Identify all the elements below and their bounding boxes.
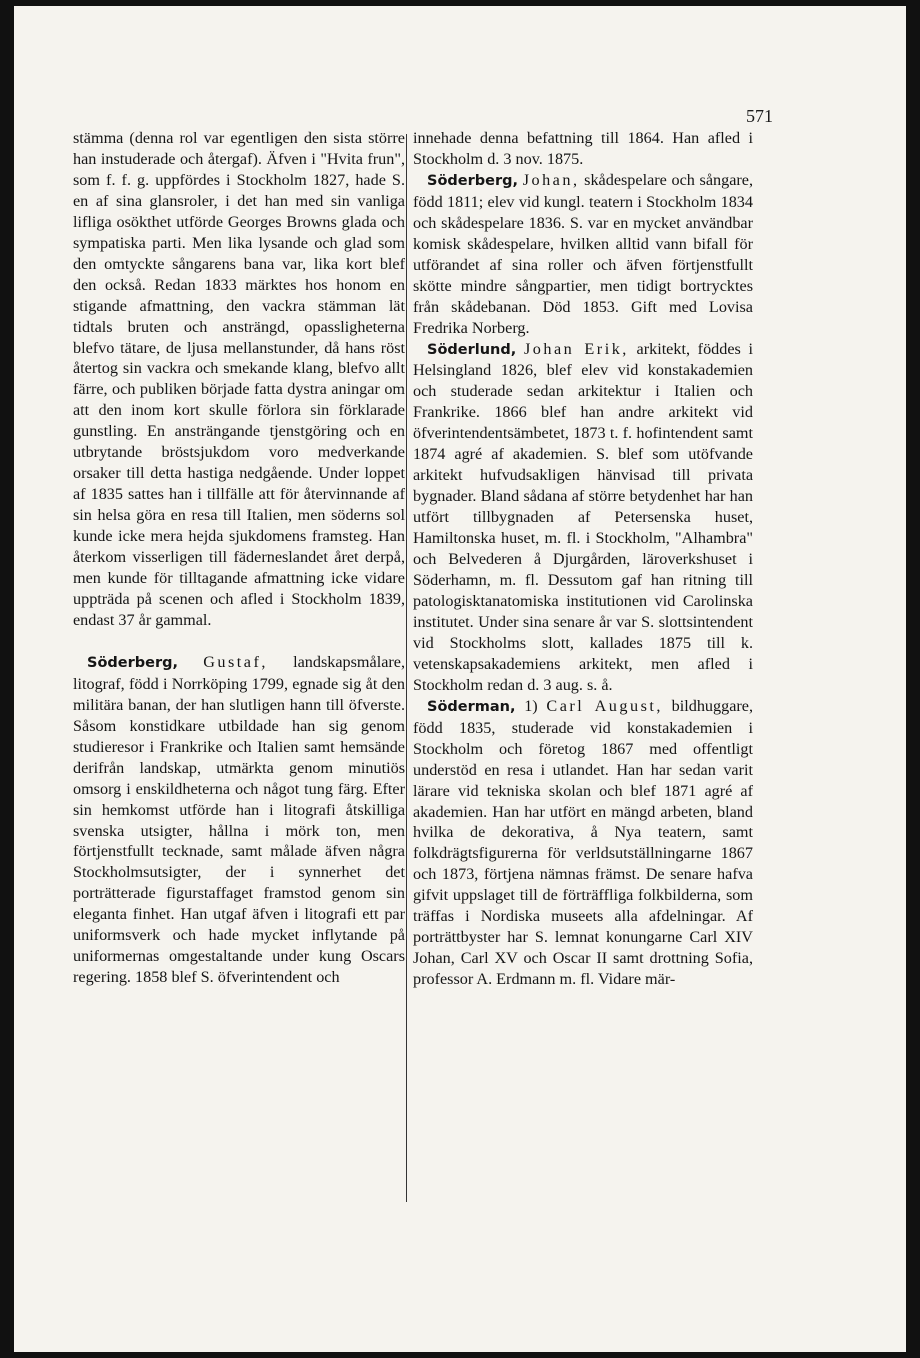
entry-surname: Söderberg,: [427, 172, 519, 189]
entry-surname: Söderman,: [427, 698, 516, 715]
entry-text: landskapsmålare, litograf, född i Norrköping 1799, egnade sig åt den militära banan, der han slutligen hann till öfverste. Såsom konstidkare utbildade han sig genom studieresor i Frankrike och Italien samt hemsände derifrån landskap, utmärkta genom minutiös omsorg i enskildheterna och något tung färg. Efter sin hemkomst utförde han i litografi åtskilliga svenska utsigter, hållna i mörk ton, men förtjenstfullt tecknade, samt målade äfven några Stockholmsutsigter, der i synnerhet det porträtterade figurstaffaget framstod genom sin eleganta finhet. Han utgaf äfven i litografi ett par uniformsverk och hade mycket inflytande på uniformernas omgestaltande under kung Oscars regering. 1858 blef S. öfverintendent och: [73, 652, 405, 987]
entry-number: 1): [515, 696, 538, 715]
entry-soderlund: [413, 339, 753, 696]
left-continuation-paragraph: stämma (denna rol var egentligen den sista större han instuderade och återgaf). Äfven i "Hvita frun", som f. f. g. uppfördes i Stockholm 1827, hade S. en af sina glansroler, i det han med sin vanliga lifliga osökthet utförde Georges Browns glada och sympatiska parti. Men lika lysande och glad som den omtyckte sångarens bana var, lika kort blef den också. Redan 1833 märktes hos honom en stigande afmattning, den vackra stämman lät tidtals bruten och ansträngd, opassligheterna blefvo tätare, de ljusa mellanstunder, då hans röst återtog sin vackra och smekande klang, blefvo allt färre, och publiken började fatta dystra aningar om att den inom kort skulle förlora sin förklarade gunstling. En ansträngande tjenstgöring och en utbrytande bröstsjukdom voro medverkande orsaker till detta hastiga nedgående. Under loppet af 1835 sattes han i tillfälle att för återvinnande af sin helsa göra en resa till Italien, men söderns sol kunde icke mera hejda sjukdomens framsteg. Han återkom visserligen till fäderneslandet året derpå, men kunde för tilltagande afmattning icke vidare uppträda på scenen och afled i Stockholm 1839, endast 37 år gammal.: [73, 129, 405, 629]
entry-text: arkitekt, föddes i Helsingland 1826, blef elev vid konstakademien och studerade sedan arkitektur i Italien och Frankrike. 1866 blef han andre arkitekt vid öfverintendentsämbetet, 1873 t. f. hofintendent samt 1874 agré af akademien. S. blef som utöfvande arkitekt hufvudsakligen hänvisad till privata bygnader. Bland sådana af större betydenhet har han utfört tillbygnaden af Petersenska huset, Hamiltonska huset, m. fl. i Stockholm, "Alhambra" och Belvederen å Djurgården, läroverkshuset i Söderhamn, m. fl. Dessutom gaf han ritning till patologisktanatomiska institutionen vid Carolinska institutet. Under sina senare år var S. slottsintendent vid Stockholms slott, kallades 1875 till k. vetenskapsakademiens arkitekt, men afled i Stockholm redan d. 3 aug. s. å.: [413, 339, 754, 694]
left-column: [73, 128, 405, 988]
entry-given-name: Johan,: [522, 170, 580, 189]
entry-surname: Söderlund,: [427, 341, 517, 358]
entry-text: bildhuggare, född 1835, studerade vid konstakademien i Stockholm och företog 1867 med offentligt understöd en resa i utlandet. Han har sedan varit lärare vid tekniska skolan och blef 1871 agré af akademien. Han har utfört en mängd arbeten, bland hvilka de dekorativa, å Nya teatern, samt folkdrägtsfigurerna för verldsutställningarne 1867 och 1873, förtjena nämnas främst. De senare hafva gifvit uppslaget till de förträffliga folkbilderna, som träffas i Nordiska museets alla afdelningar. Af porträttbyster har S. lemnat konungarne Carl XIV Johan, Carl XV och Oscar II samt drottning Sofia, professor A. Erdmann m. fl. Vidare mär-: [413, 696, 754, 989]
entry-given-name: Gustaf,: [203, 652, 268, 671]
column-divider: [406, 134, 407, 1202]
entry-soderberg-gustaf: [73, 652, 405, 988]
right-column: [413, 128, 753, 990]
entry-surname: Söderberg,: [87, 654, 179, 671]
page-number: 571: [746, 106, 773, 126]
entry-soderberg-johan: [413, 170, 753, 339]
entry-given-name: Johan Erik,: [523, 339, 629, 358]
right-continuation-paragraph: innehade denna befattning till 1864. Han afled i Stockholm d. 3 nov. 1875.: [413, 129, 753, 168]
entry-given-name: Carl August,: [546, 696, 663, 715]
entry-soderman: [413, 696, 753, 990]
entry-text: skådespelare och sångare, född 1811; elev vid kungl. teatern i Stockholm 1834 och skådespelare 1836. S. var en mycket användbar komisk skådespelare, hvilken alltid vann bifall för utförandet af sina roller och äfven förtjenstfullt skötte mindre sångpartier, men tidigt bortrycktes från skådebanan. Död 1853. Gift med Lovisa Fredrika Norberg.: [413, 170, 754, 337]
